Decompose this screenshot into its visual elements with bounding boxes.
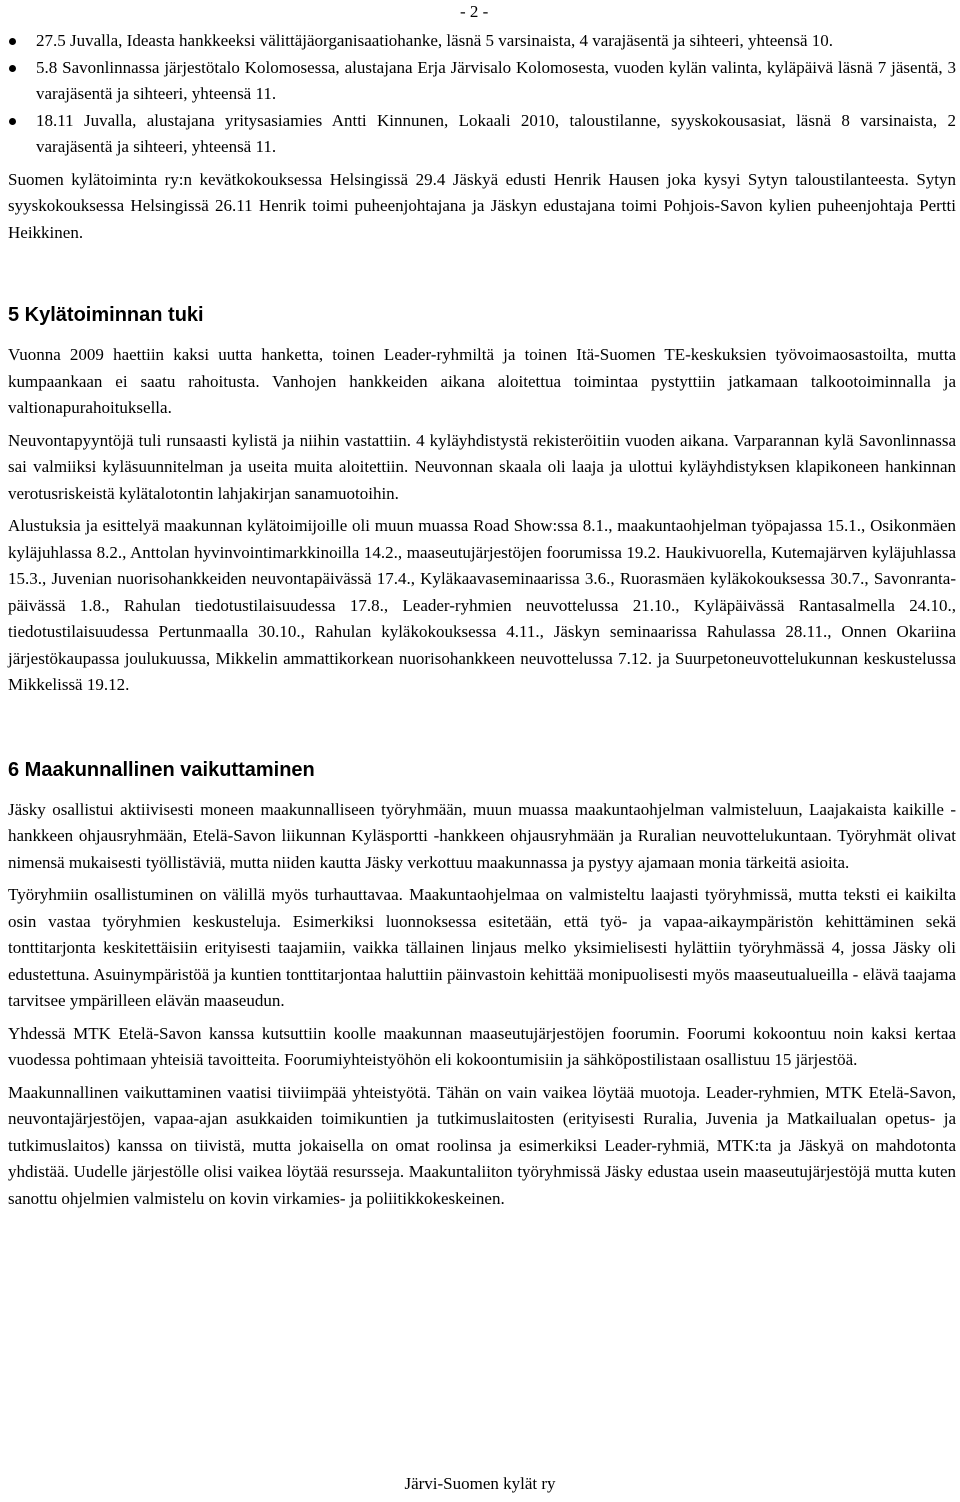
list-item-text: 5.8 Savonlinnassa järjestötalo Kolomosessa, alustajana Erja Järvisalo Kolomosesta, vuoden kylän valinta, kyläpäivä läsnä 7 jäsentä, 3 varajäsentä ja sihteeri, yhteensä 11. bbox=[36, 57, 956, 103]
section-5-paragraph: Vuonna 2009 haettiin kaksi uutta hanketta, toinen Leader-ryhmiltä ja toinen Itä-Suomen TE-keskuksien työvoimaosastoilta, mutta kumpaankaan ei saatu rahoitusta. Vanhojen hankkeiden aikana aloitettua toimintaa pystyttiin jatkamaan talkootoiminnalla ja valtionapurahoituksella. bbox=[8, 345, 956, 417]
section-6-paragraph: Jäsky osallistui aktiivisesti moneen maakunnalliseen työryhmään, muun muassa maakuntaohjelman valmisteluun, Laajakaista kaikille -hankkeen ohjausryhmään, Etelä-Savon liikunnan Kyläsportti -hankkeen ohjausryhmään ja Ruralian neuvottelukuntaan. Työryhmät olivat nimensä mukaisesti työllistäviä, mutta niiden kautta Jäsky verkottuu maakunnassa ja pystyy ajamaan monia tärkeitä asioita. bbox=[8, 799, 956, 872]
list-item-text: 18.11 Juvalla, alustajana yritysasiamies Antti Kinnunen, Lokaali 2010, taloustilanne, syyskokousasiat, läsnä 8 varsinaista, 2 varajäsentä ja sihteeri, yhteensä 11. bbox=[36, 110, 956, 156]
section-6-paragraph: Yhdessä MTK Etelä-Savon kanssa kutsuttiin koolle maakunnan maaseutujärjestöjen foorumin. Foorumi kokoontuu noin kaksi kertaa vuodessa pohtimaan yhteisiä tavoitteita. Foorumiyhteistyöhön eli kokoontumisiin ja sähköpostilistaan osallistuu 15 järjestöä. bbox=[8, 1023, 956, 1069]
section-6-heading: 6 Maakunnallinen vaikuttaminen bbox=[8, 758, 315, 781]
bullet-icon bbox=[9, 118, 16, 125]
section-6-paragraph: Maakunnallinen vaikuttaminen vaatisi tiiviimpää yhteistyötä. Tähän on vain vaikea löytää muotoja. Leader-ryhmien, MTK Etelä-Savon, neuvontajärjestöjen, vapaa-ajan asukkaiden toimikuntien ja tutkimuslaitosten (erityisesti Ruralia, Juvenia ja Matkailualan opetus- ja tutkimuslaitos) kanssa on tiivistä, mutta jokaisella on omat roolinsa ja esimerkiksi Leader-ryhmiä, MTK:ta ja Jäskyä on mahdotonta yhdistää. Uudelle järjestölle olisi vaikea löytää resursseja. Maakuntaliiton työryhmissä Jäsky edustaa usein maaseutujärjestöjä mutta kuten sanottu ohjelmien valmistelu on kovin virkamies- ja poliitikkokeskeinen. bbox=[8, 1082, 956, 1208]
page-footer: Järvi-Suomen kylät ry bbox=[404, 1474, 556, 1493]
section-5-paragraph: Alustuksia ja esittelyä maakunnan kylätoimijoille oli muun muassa Road Show:ssa 8.1., maakuntaohjelman työpajassa 15.1., Osikonmäen kyläjuhlassa 8.2., Anttolan hyvinvointimarkkinoilla 14.2., maaseutujärjestöjen foorumissa 19.2. Haukivuorella, Kutemajärven kyläjuhlassa 15.3., Juvenian nuorisohankkeiden neuvontapäivässä 17.4., Kyläkaavaseminaarissa 3.6., Ruorasmäen kyläkokouksessa 30.7., Savonranta-päivässä 1.8., Rahulan tiedotustilaisuudessa 17.8., Leader-ryhmien neuvottelussa 21.10., Kyläpäivässä Rantasalmella 24.10., tiedotustilaisuudessa Pertunmaalla 30.10., Rahulan kyläkokouksessa 4.11., Jäskyn seminaarissa Rahulassa 28.11., Onnen Okariina järjestökaupassa joulukuussa, Mikkelin ammattikorkean nuorisohankkeen neuvottelussa 7.12. ja Suurpetoneuvottelukunnan keskustelussa Mikkelissä 19.12. bbox=[8, 516, 956, 694]
list-item-text: 27.5 Juvalla, Ideasta hankkeeksi välittäjäorganisaatiohanke, läsnä 5 varsinaista, 4 varajäsentä ja sihteeri, yhteensä 10. bbox=[36, 31, 833, 50]
page-number: - 2 - bbox=[460, 2, 489, 21]
section-6-paragraph: Työryhmiin osallistuminen on välillä myös turhauttavaa. Maakuntaohjelmaa on valmisteltu laajasti työryhmissä, mutta teksti ei kaikilta osin vastaa työryhmien keskusteluja. Esimerkiksi luonnoksessa esitetään, että työ- ja vapaa-aikaympäristön kehittäminen sekä tonttitarjonta keskitettäisiin erityisesti taajamiin, vaikka tällainen linjaus melko yksimielisesti hylättiin työryhmässä 4, jossa Jäsky oli edustettuna. Asuinympäristöä ja kuntien tonttitarjontaa haluttiin päinvastoin kehittää monipuolisesti myös maaseutualueilla - elävä taajama tarvitsee ympärilleen elävän maaseudun. bbox=[8, 885, 956, 1010]
section-5-heading: 5 Kylätoiminnan tuki bbox=[8, 304, 204, 326]
meeting-list bbox=[8, 28, 956, 161]
section-5-paragraph: Neuvontapyyntöjä tuli runsaasti kylistä ja niihin vastattiin. 4 kyläyhdistystä rekisteröitiin vuoden aikana. Varparannan kylä Savonlinnassa sai valmiiksi kyläsuunnitelman ja useita muita aloitettiin. Neuvonnan skaala oli laaja ja ulottui kyläyhdistyksen klapikoneen hankinnan verotusriskeistä kylätalotontin lahjakirjan sanamuotoihin. bbox=[8, 430, 956, 503]
intro-paragraph: Suomen kylätoiminta ry:n kevätkokouksessa Helsingissä 29.4 Jäskyä edusti Henrik Hausen joka kysyi Sytyn taloustilanteesta. Sytyn syyskokouksessa Helsingissä 26.11 Henrik toimi puheenjohtajana ja Jäskyn edustajana toimi Pohjois-Savon kylien puheenjohtaja Pertti Heikkinen. bbox=[8, 169, 956, 242]
bullet-icon bbox=[9, 65, 16, 72]
list-item bbox=[8, 28, 956, 55]
list-item bbox=[8, 55, 956, 108]
list-item bbox=[8, 108, 956, 161]
bullet-icon bbox=[9, 38, 16, 45]
document-body bbox=[8, 28, 956, 1212]
